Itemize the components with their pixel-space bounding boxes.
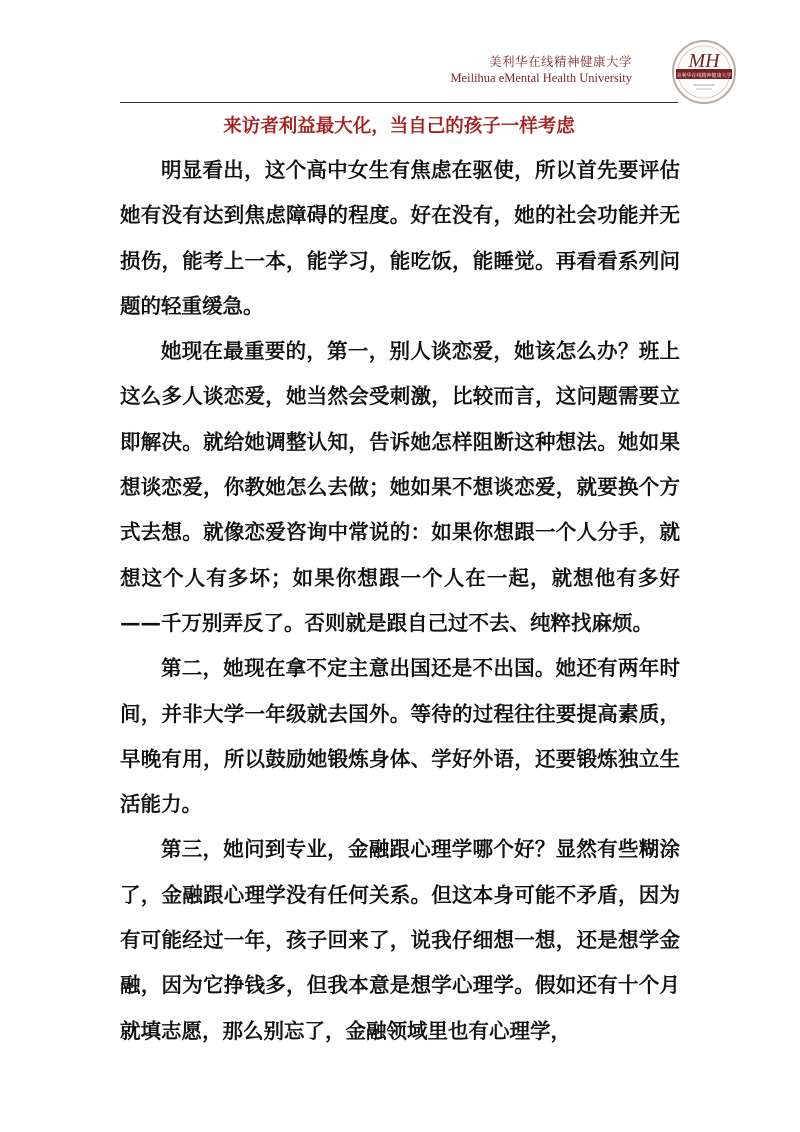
university-name-cn: 美利华在线精神健康大学: [488, 54, 632, 69]
logo-monogram: MH: [688, 50, 720, 72]
paragraph-1: 明显看出，这个高中女生有焦虑在驱使，所以首先要评估她有没有达到焦虑障碍的程度。好在没有，她的社会功能并无损伤，能考上一本，能学习，能吃饭，能睡觉。再看看系列问题的轻重缓急。: [120, 158, 680, 318]
paragraph-3: 第二，她现在拿不定主意出国还是不出国。她还有两年时间，并非大学一年级就去国外。等待的过程往往要提高素质，早晚有用，所以鼓励她锻炼身体、学好外语，还要锻炼独立生活能力。: [120, 656, 680, 817]
paragraph-2: 她现在最重要的，第一，别人谈恋爱，她该怎么办？班上这么多人谈恋爱，她当然会受刺激，比较而言，这问题需要立即解决。就给她调整认知，告诉她怎样阻断这种想法。她如果想谈恋爱，你教她怎么去做；她如果不想谈恋爱，就要换个方式去想。就像恋爱咨询中常说的：如果你想跟一个人分手，就想这个人有多坏；如果你想跟一个人在一起，就想他有多好——千万别弄反了。否则就是跟自己过不去、纯粹找麻烦。: [120, 339, 680, 635]
article-body: [120, 148, 680, 1054]
university-name-en: Meilihua eMental Health University: [450, 71, 632, 85]
header-divider: [120, 102, 678, 103]
page-header: [0, 0, 800, 110]
paragraph-4: 第三，她问到专业，金融跟心理学哪个好？显然有些糊涂了，金融跟心理学没有任何关系。但这本身可能不矛盾，因为有可能经过一年，孩子回来了，说我仔细想一想，还是想学金融，因为它挣钱多，但我本意是想学心理学。假如还有十个月就填志愿，那么别忘了，金融领域里也有心理学，: [120, 837, 680, 1043]
article-title: 来访者利益最大化，当自己的孩子一样考虑: [223, 116, 575, 137]
university-logo: [671, 39, 737, 105]
logo-subtext: 美利华在线精神健康大学: [676, 72, 732, 79]
